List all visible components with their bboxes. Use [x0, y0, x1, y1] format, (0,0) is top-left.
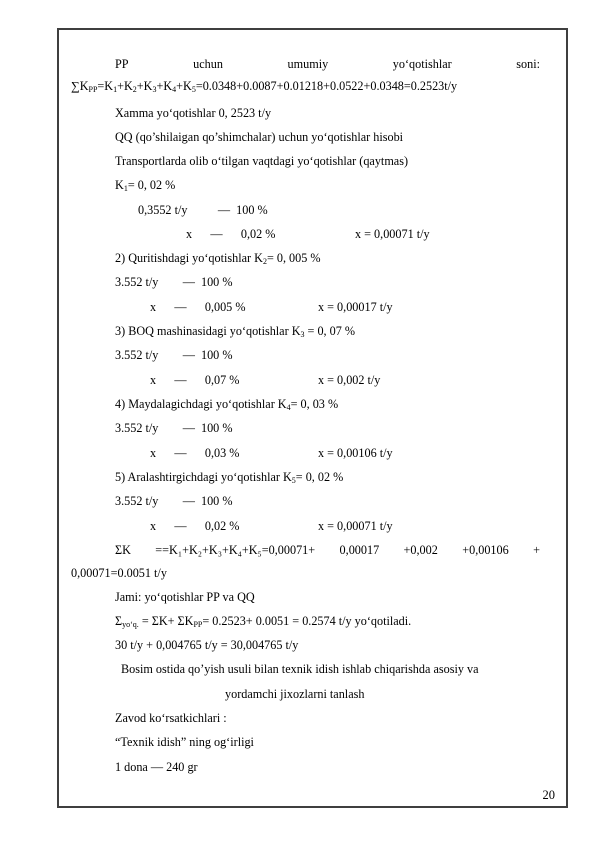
subscript: PP	[193, 620, 203, 629]
line-sum-k-cont: 0,00071=0.0051 t/y	[71, 566, 167, 580]
text: +K	[176, 79, 192, 93]
line-weight: “Texnik idish” ning og‘irligi	[115, 735, 254, 749]
subscript: 5	[291, 476, 296, 485]
text: = 0, 02 %	[295, 470, 344, 484]
line-proportion-2b: x — 0,005 %	[150, 300, 246, 314]
line-total-losses: Xamma yo‘qotishlar 0, 2523 t/y	[115, 106, 272, 120]
subscript: 1	[123, 184, 128, 193]
word: ==K₁+K₂+K₃+K₄+K₅=0,00071+	[155, 543, 316, 557]
text: = 0, 03 %	[290, 397, 339, 411]
subscript: 2	[132, 85, 137, 94]
text: Σ	[115, 614, 123, 628]
subscript: 2	[262, 257, 267, 266]
word: 0,00017	[339, 543, 380, 557]
word: +0,00106	[462, 543, 509, 557]
line-result-2: x = 0,00017 t/y	[318, 300, 393, 314]
line-sum-k	[115, 543, 540, 558]
line-proportion-3a: 3.552 t/y — 100 %	[115, 348, 233, 362]
line-plant-indicators: Zavod ko‘rsatkichlari :	[115, 711, 227, 725]
text: =K	[97, 79, 114, 93]
word: soni:	[516, 57, 540, 71]
page-number: 20	[542, 788, 555, 802]
text: = 0, 07 %	[304, 324, 356, 338]
text: ∑K	[71, 79, 89, 93]
text: K	[115, 178, 124, 192]
word: uchun	[193, 57, 223, 71]
text: +K	[136, 79, 153, 93]
line-qq-heading: QQ (qo’shilaigan qo’shimchalar) uchun yo‘qotishlar hisobi	[115, 130, 404, 144]
subscript: 3	[152, 85, 157, 94]
line-total-formula	[115, 614, 411, 632]
word: PP	[115, 57, 129, 71]
subscript: PP	[88, 85, 98, 94]
text: +K	[156, 79, 173, 93]
subscript: 1	[113, 85, 118, 94]
word: umumiy	[287, 57, 329, 71]
subscript: 4	[172, 85, 177, 94]
line-k2	[115, 251, 321, 269]
line-k5	[115, 470, 343, 488]
line-proportion-1b: x — 0,02 %	[186, 227, 276, 241]
line-proportion-4b: x — 0,03 %	[150, 446, 240, 460]
line-sum-result: 30 t/y + 0,004765 t/y = 30,004765 t/y	[115, 638, 299, 652]
line-k4	[115, 397, 338, 415]
line-result-1: x = 0,00071 t/y	[355, 227, 430, 241]
line-proportion-2a: 3.552 t/y — 100 %	[115, 275, 233, 289]
line-pp-total-title	[115, 57, 540, 72]
line-k3	[115, 324, 355, 342]
subscript: 4	[286, 403, 291, 412]
text: =0.0348+0.0087+0.01218+0.0522+0.0348=0.2523t/y	[195, 79, 458, 93]
text: 4) Maydalagichdagi yo‘qotishlar K	[115, 397, 287, 411]
line-proportion-4a: 3.552 t/y — 100 %	[115, 421, 233, 435]
word: ΣK	[115, 543, 131, 557]
line-k1	[115, 178, 175, 196]
word: +0,002	[403, 543, 438, 557]
line-proportion-5a: 3.552 t/y — 100 %	[115, 494, 233, 508]
line-proportion-3b: x — 0,07 %	[150, 373, 240, 387]
line-total-pp-qq: Jami: yo‘qotishlar PP va QQ	[115, 590, 255, 604]
line-proportion-1a: 0,3552 t/y — 100 %	[138, 203, 268, 217]
subscript: 5	[191, 85, 196, 94]
word: yo‘qotishlar	[392, 57, 452, 71]
word: +	[533, 543, 540, 557]
subscript: yo‘q.	[122, 620, 139, 629]
text: 5) Aralashtirgichdagi yo‘qotishlar K	[115, 470, 292, 484]
text: +K	[117, 79, 133, 93]
section-heading-line2: yordamchi jixozlarni tanlash	[225, 687, 365, 701]
text: = 0, 005 %	[266, 251, 321, 265]
line-pp-total-formula	[71, 79, 457, 97]
line-proportion-5b: x — 0,02 %	[150, 519, 240, 533]
line-result-4: x = 0,00106 t/y	[318, 446, 393, 460]
text: = ΣK+ ΣK	[138, 614, 194, 628]
section-heading-line1: Bosim ostida qo’yish usuli bilan texnik idish ishlab chiqarishda asosiy va	[121, 662, 479, 676]
line-unit-weight: 1 dona — 240 gr	[115, 760, 198, 774]
line-result-5: x = 0,00071 t/y	[318, 519, 393, 533]
text: 3) BOQ mashinasidagi yo‘qotishlar K	[115, 324, 301, 338]
line-transport: Transportlarda olib o‘tilgan vaqtdagi yo‘qotishlar (qaytmas)	[115, 154, 409, 168]
text: = 0.2523+ 0.0051 = 0.2574 t/y yo‘qotiladi.	[202, 614, 412, 628]
text: = 0, 02 %	[127, 178, 176, 192]
subscript: 3	[300, 330, 305, 339]
line-result-3: x = 0,002 t/y	[318, 373, 381, 387]
text: 2) Quritishdagi yo‘qotishlar K	[115, 251, 263, 265]
